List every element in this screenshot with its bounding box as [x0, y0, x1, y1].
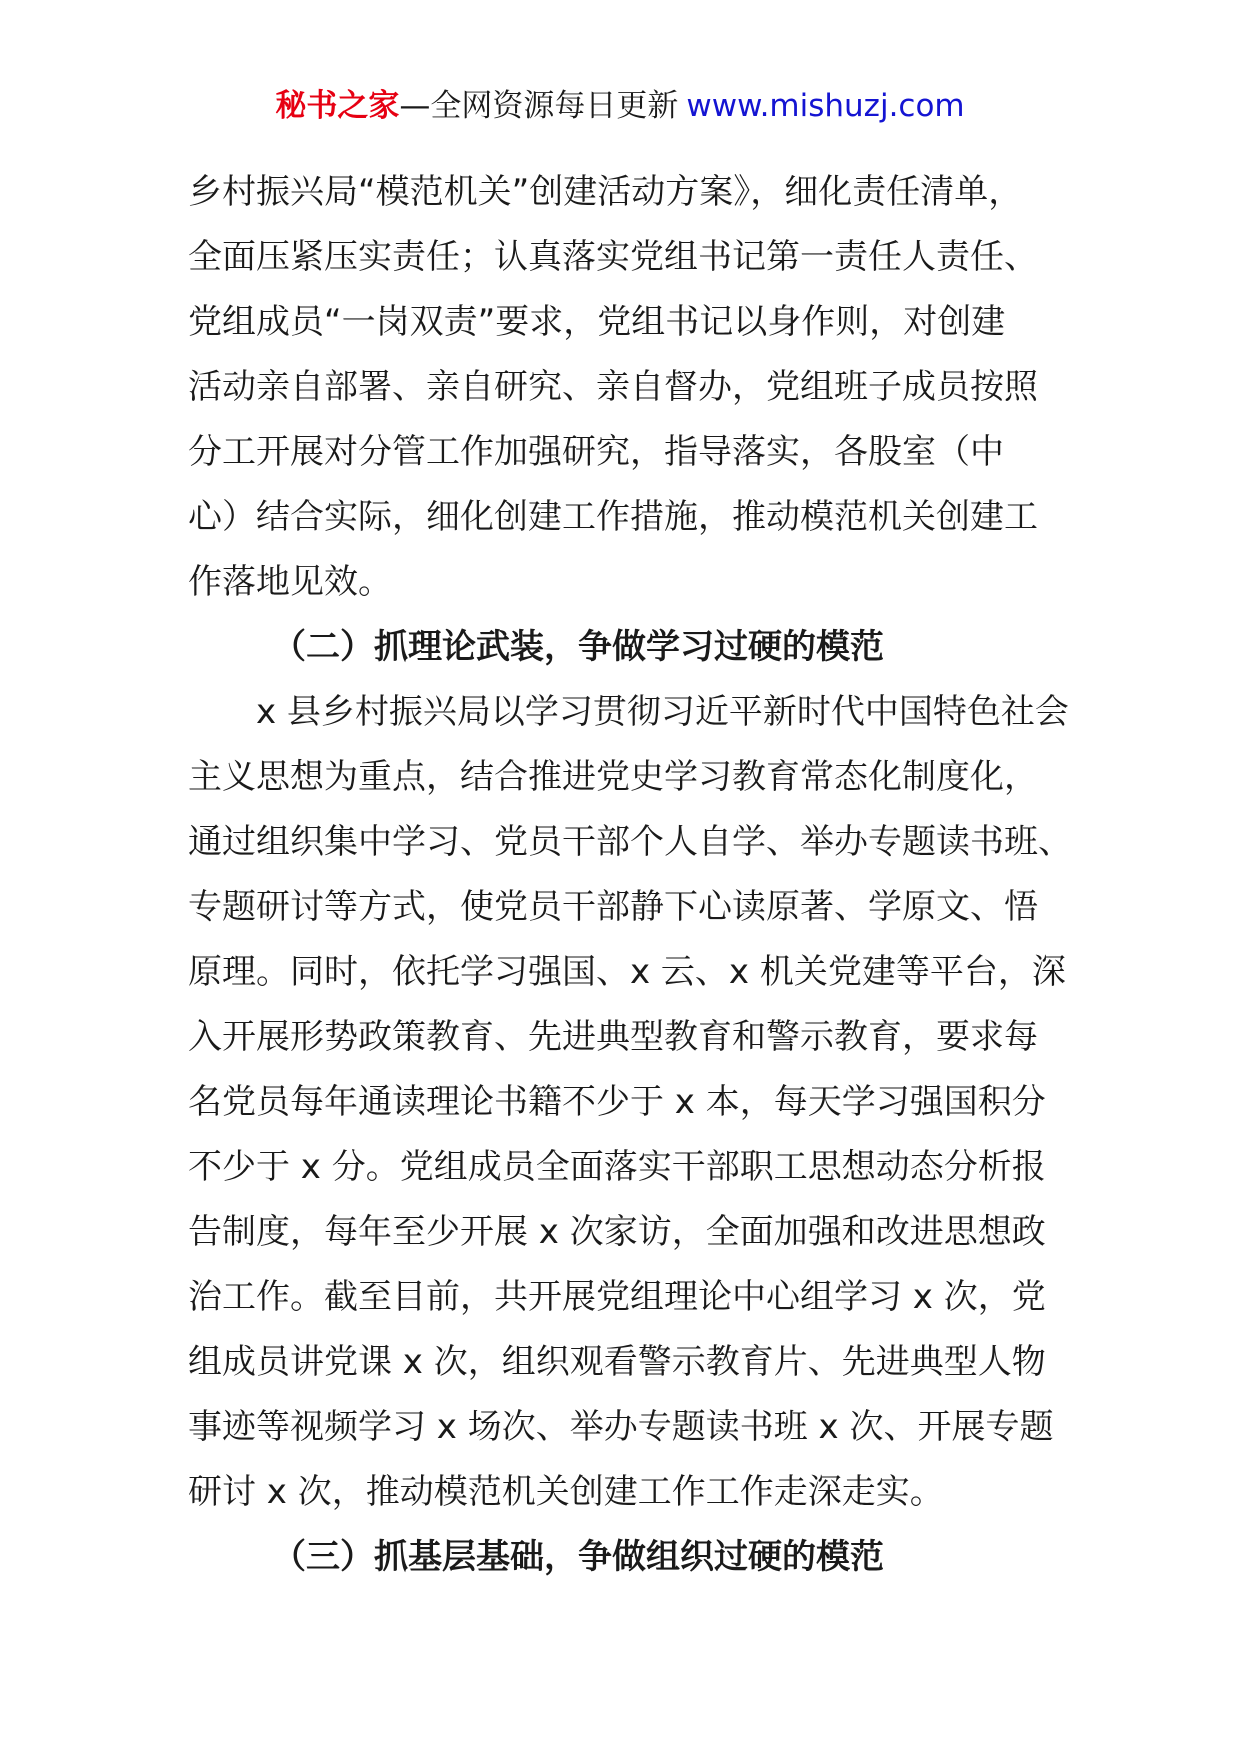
paragraph-line: 告制度，每年至少开展 x 次家访，全面加强和改进思想政: [188, 1212, 1046, 1252]
paragraph-line: 组成员讲党课 x 次，组织观看警示教育片、先进典型人物: [188, 1342, 1046, 1382]
page-header: [0, 84, 1240, 128]
paragraph-line: 研讨 x 次，推动模范机关创建工作工作走深走实。: [188, 1472, 944, 1512]
paragraph-line: 党组成员“一岗双责”要求，党组书记以身作则，对创建: [188, 302, 1006, 342]
paragraph-line: 活动亲自部署、亲自研究、亲自督办，党组班子成员按照: [188, 367, 1038, 407]
paragraph-line: 乡村振兴局“模范机关”创建活动方案》，细化责任清单，: [188, 172, 1023, 212]
website-link[interactable]: www.mishuzj.com: [686, 88, 965, 124]
paragraph-line: 主义思想为重点，结合推进党史学习教育常态化制度化，: [188, 757, 1038, 797]
header-tagline: —全网资源每日更新: [399, 88, 679, 124]
paragraph-line: 原理。同时，依托学习强国、x 云、x 机关党建等平台，深: [188, 952, 1066, 992]
document-body: [188, 160, 1072, 1590]
paragraph-line: 通过组织集中学习、党员干部个人自学、举办专题读书班、: [188, 822, 1072, 862]
section-heading: （二）抓理论武装，争做学习过硬的模范: [272, 627, 884, 667]
paragraph-line: 入开展形势政策教育、先进典型教育和警示教育，要求每: [188, 1017, 1038, 1057]
paragraph-line: 分工开展对分管工作加强研究，指导落实，各股室（中: [188, 432, 1004, 472]
paragraph-line: x 县乡村振兴局以学习贯彻习近平新时代中国特色社会: [256, 692, 1069, 732]
section-heading: （三）抓基层基础，争做组织过硬的模范: [272, 1537, 884, 1577]
paragraph-line: 治工作。截至目前，共开展党组理论中心组学习 x 次，党: [188, 1277, 1046, 1317]
paragraph-line: 心）结合实际，细化创建工作措施，推动模范机关创建工: [188, 497, 1038, 537]
paragraph-line: 名党员每年通读理论书籍不少于 x 本，每天学习强国积分: [188, 1082, 1046, 1122]
brand-name: 秘书之家: [275, 88, 400, 124]
paragraph-line: 专题研讨等方式，使党员干部静下心读原著、学原文、悟: [188, 887, 1038, 927]
paragraph-line: 作落地见效。: [188, 562, 392, 602]
paragraph-line: 不少于 x 分。党组成员全面落实干部职工思想动态分析报: [188, 1147, 1046, 1187]
paragraph-line: 全面压紧压实责任；认真落实党组书记第一责任人责任、: [188, 237, 1038, 277]
paragraph-line: 事迹等视频学习 x 场次、举办专题读书班 x 次、开展专题: [188, 1407, 1054, 1447]
